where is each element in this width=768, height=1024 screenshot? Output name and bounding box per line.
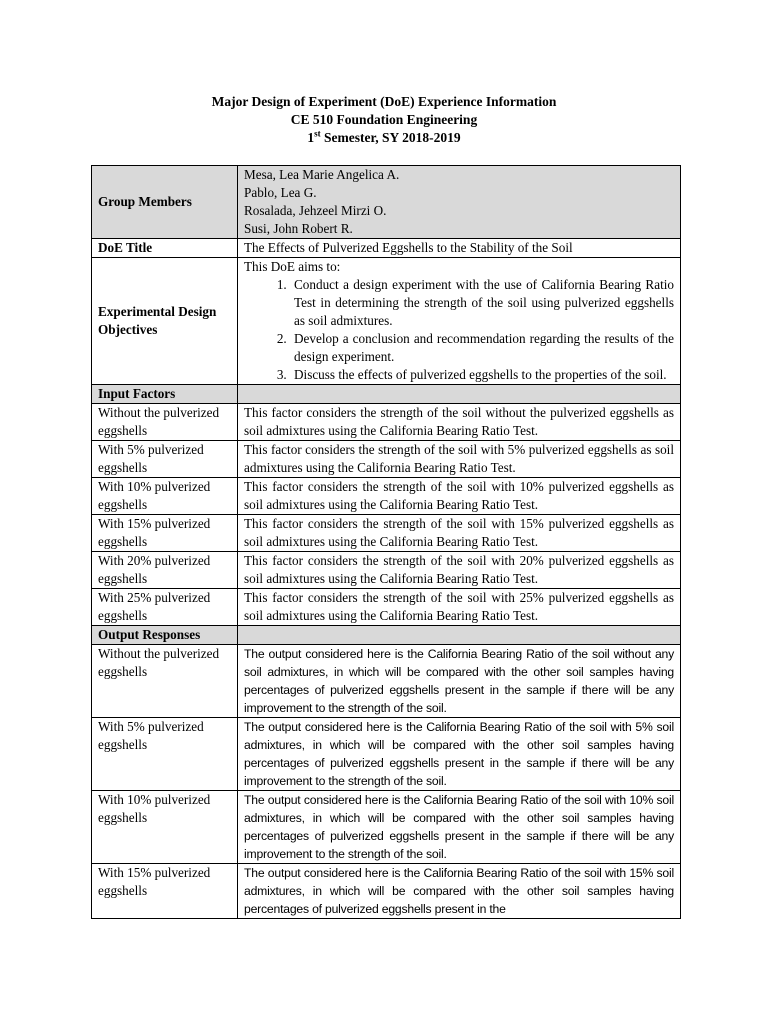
output-responses-header-row [92, 626, 681, 645]
member-name: Susi, John Robert R. [244, 221, 353, 236]
doe-info-table [91, 165, 681, 919]
output-response-row [92, 718, 681, 791]
input-factor-row [92, 552, 681, 589]
objective-item: 1. Conduct a design experiment with the use of California Bearing Ratio Test in determining the strength of the soil using pulverized eggshells as soil admixtures. [290, 276, 674, 330]
output-response-name: Without the pulverized eggshells [92, 645, 238, 718]
input-factor-name: With 15% pulverized eggshells [92, 515, 238, 552]
input-factor-desc: This factor considers the strength of the soil with 20% pulverized eggshells as soil admixtures using the California Bearing Ratio Test. [238, 552, 681, 589]
output-response-name: With 5% pulverized eggshells [92, 718, 238, 791]
input-factor-desc: This factor considers the strength of the soil with 5% pulverized eggshells as soil admixtures using the California Bearing Ratio Test. [238, 441, 681, 478]
group-members-list [238, 166, 681, 239]
input-factor-row [92, 589, 681, 626]
input-factor-name: Without the pulverized eggshells [92, 404, 238, 441]
input-factor-name: With 10% pulverized eggshells [92, 478, 238, 515]
doe-title-label: DoE Title [92, 239, 238, 258]
output-responses-label: Output Responses [92, 626, 238, 645]
input-factor-desc: This factor considers the strength of the soil with 10% pulverized eggshells as soil admixtures using the California Bearing Ratio Test. [238, 478, 681, 515]
output-response-row [92, 864, 681, 919]
input-factor-row [92, 515, 681, 552]
output-response-name: With 10% pulverized eggshells [92, 791, 238, 864]
member-name: Rosalada, Jehzeel Mirzi O. [244, 203, 387, 218]
input-factor-desc: This factor considers the strength of the soil with 25% pulverized eggshells as soil admixtures using the California Bearing Ratio Test. [238, 589, 681, 626]
output-response-desc: The output considered here is the California Bearing Ratio of the soil without any soil admixtures, in which will be compared with the other soil samples having percentages of pulverized eggshells present in the sample if there will be any improvement to the strength of the soil. [238, 645, 681, 718]
header-semester: 1st Semester, SY 2018-2019 [307, 128, 461, 145]
input-factors-header-row [92, 385, 681, 404]
output-response-name: With 15% pulverized eggshells [92, 864, 238, 919]
output-response-row [92, 791, 681, 864]
input-factor-desc: This factor considers the strength of the soil without the pulverized eggshells as soil admixtures using the California Bearing Ratio Test. [238, 404, 681, 441]
objectives-intro: This DoE aims to: [244, 259, 341, 274]
objective-item: 3. Discuss the effects of pulverized eggshells to the properties of the soil. [290, 366, 674, 384]
output-response-desc: The output considered here is the California Bearing Ratio of the soil with 10% soil admixtures, in which will be compared with the other soil samples having percentages of pulverized eggshells present in the sample if there will be any improvement to the strength of the soil. [238, 791, 681, 864]
input-factor-name: With 5% pulverized eggshells [92, 441, 238, 478]
group-members-label: Group Members [92, 166, 238, 239]
doe-title-row [92, 239, 681, 258]
header-course: CE 510 Foundation Engineering [290, 112, 478, 127]
header-title: Major Design of Experiment (DoE) Experience Information [211, 94, 557, 109]
member-name: Pablo, Lea G. [244, 185, 317, 200]
input-factor-name: With 20% pulverized eggshells [92, 552, 238, 589]
objectives-label: Experimental Design Objectives [92, 258, 238, 385]
output-response-desc: The output considered here is the California Bearing Ratio of the soil with 15% soil admixtures, in which will be compared with the other soil samples having percentages of pulverized eggshells present in the [238, 864, 681, 919]
objectives-row [92, 258, 681, 385]
objectives-content [238, 258, 681, 385]
objectives-list [244, 276, 674, 384]
input-factor-desc: This factor considers the strength of the soil with 15% pulverized eggshells as soil admixtures using the California Bearing Ratio Test. [238, 515, 681, 552]
input-factors-label: Input Factors [92, 385, 238, 404]
input-factor-row [92, 404, 681, 441]
group-members-row [92, 166, 681, 239]
output-response-desc: The output considered here is the California Bearing Ratio of the soil with 5% soil admixtures, in which will be compared with the other soil samples having percentages of pulverized eggshells present in the sample if there will be any improvement to the strength of the soil. [238, 718, 681, 791]
input-factor-name: With 25% pulverized eggshells [92, 589, 238, 626]
member-name: Mesa, Lea Marie Angelica A. [244, 167, 400, 182]
input-factor-row [92, 478, 681, 515]
input-factor-row [92, 441, 681, 478]
doe-title-value: The Effects of Pulverized Eggshells to the Stability of the Soil [238, 239, 681, 258]
objective-item: 2. Develop a conclusion and recommendation regarding the results of the design experiment. [290, 330, 674, 366]
output-response-row [92, 645, 681, 718]
document-header [0, 93, 768, 147]
